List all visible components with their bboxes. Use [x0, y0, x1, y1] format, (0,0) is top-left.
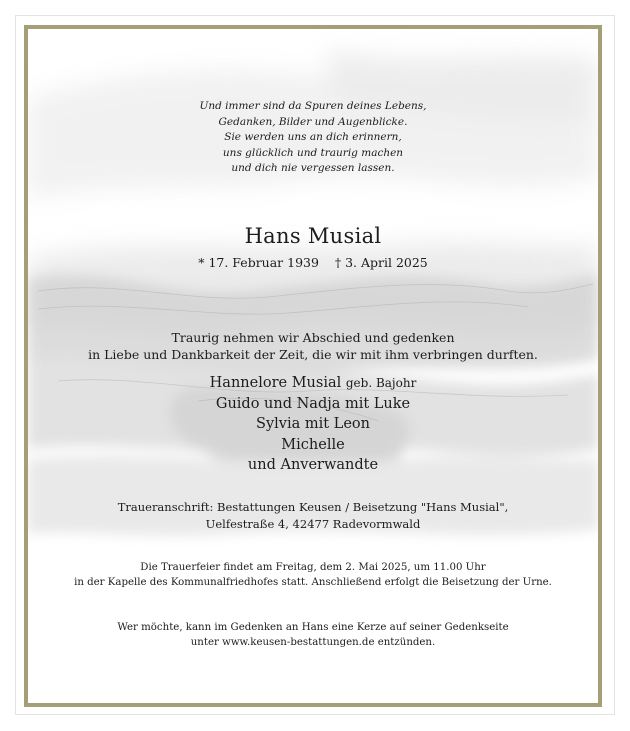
- mourner-entry: Sylvia mit Leon: [256, 416, 370, 432]
- poem-line: und dich nie vergessen lassen.: [231, 162, 395, 174]
- poem-line: Gedanken, Bilder und Augenblicke.: [218, 115, 408, 128]
- mourner-primary: [28, 373, 598, 394]
- poem-line: Sie werden uns an dich erinnern,: [224, 131, 402, 143]
- deceased-name: Hans Musial: [244, 224, 382, 248]
- farewell-line: in Liebe und Dankbarkeit der Zeit, die wir mit ihm verbringen durften.: [88, 347, 538, 362]
- mourners-list: [28, 373, 598, 476]
- farewell-line: Traurig nehmen wir Abschied und gedenken: [171, 330, 455, 345]
- mourner-entry: Michelle: [281, 436, 345, 453]
- mourner-entry: Guido und Nadja mit Luke: [215, 395, 411, 412]
- funeral-line: Die Trauerfeier findet am Freitag, dem 2. Mai 2025, um 11.00 Uhr: [140, 562, 486, 573]
- poem-line: uns glücklich und traurig machen: [222, 146, 404, 159]
- mourner-entry: und Anverwandte: [247, 457, 379, 473]
- death-date: † 3. April 2025: [334, 255, 428, 270]
- mourner-name: Hannelore Musial: [209, 375, 342, 391]
- candle-line: unter www.keusen-bestattungen.de entzünden.: [190, 637, 436, 648]
- life-dates: [28, 255, 598, 270]
- poem-line: Und immer sind da Spuren deines Lebens,: [199, 100, 427, 112]
- funeral-line: in der Kapelle des Kommunalfriedhofes statt. Anschließend erfolgt die Beisetzung der Urne.: [74, 577, 552, 588]
- candle-line: Wer möchte, kann im Gedenken an Hans eine Kerze auf seiner Gedenkseite: [117, 622, 509, 633]
- obituary-frame: [24, 25, 602, 707]
- mourner-birth-name: geb. Bajohr: [345, 376, 417, 390]
- funeral-details: [28, 560, 598, 590]
- memorial-poem: [28, 99, 598, 177]
- candle-notice: [28, 620, 598, 650]
- mourning-address: [28, 499, 598, 532]
- address-line: Uelfestraße 4, 42477 Radevormwald: [205, 516, 421, 531]
- address-line: Traueranschrift: Bestattungen Keusen / Beisetzung "Hans Musial",: [117, 500, 509, 514]
- farewell-text: [28, 329, 598, 363]
- birth-date: * 17. Februar 1939: [198, 255, 319, 270]
